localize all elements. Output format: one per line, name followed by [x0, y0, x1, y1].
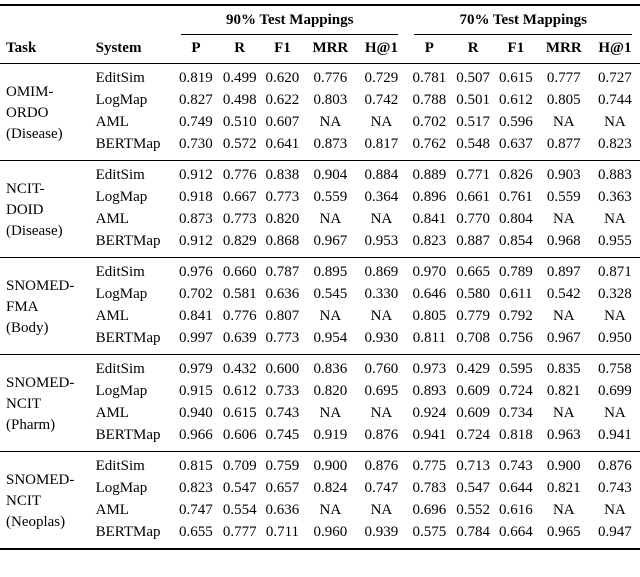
system-name: AML — [95, 114, 129, 130]
metric-value: 0.501 — [456, 92, 491, 108]
metric-value: 0.997 — [179, 330, 213, 346]
metric-value: 0.941 — [412, 427, 447, 443]
metric-value: NA — [604, 405, 626, 421]
metric-value: 0.559 — [546, 189, 581, 205]
metric-value: 0.805 — [412, 308, 447, 324]
metric-value: 0.827 — [179, 92, 213, 108]
header-mrr-90: MRR — [304, 35, 356, 64]
metric-value: 0.724 — [498, 383, 533, 399]
metric-value: 0.760 — [356, 355, 406, 382]
metric-value: 0.724 — [456, 427, 491, 443]
metric-value: 0.636 — [265, 502, 300, 518]
system-name: EditSim — [90, 452, 173, 479]
metric-value: 0.699 — [598, 383, 632, 399]
metric-value: 0.609 — [456, 383, 491, 399]
metric-value: 0.918 — [179, 189, 213, 205]
column-header-row — [0, 35, 640, 64]
metric-value: 0.900 — [538, 452, 590, 479]
task-line: DOID — [6, 202, 44, 218]
metric-value: 0.545 — [313, 286, 348, 302]
metric-value: 0.611 — [499, 286, 533, 302]
header-h1-90: H@1 — [356, 35, 406, 64]
metric-value: 0.777 — [222, 524, 257, 540]
task-line: (Neoplas) — [6, 514, 66, 530]
table-row — [0, 425, 640, 452]
metric-value: 0.829 — [222, 233, 257, 249]
metric-value: 0.877 — [546, 136, 581, 152]
system-name: AML — [95, 405, 129, 421]
table-header — [0, 5, 640, 64]
metric-value: 0.575 — [412, 524, 447, 540]
metric-value: 0.776 — [304, 64, 356, 91]
metric-value: 0.954 — [313, 330, 348, 346]
metric-value: 0.542 — [546, 286, 581, 302]
metric-value: 0.743 — [598, 480, 632, 496]
metric-value: 0.773 — [222, 211, 257, 227]
metric-value: 0.646 — [412, 286, 447, 302]
metric-value: 0.868 — [265, 233, 300, 249]
metric-value: 0.821 — [546, 480, 581, 496]
metric-value: 0.745 — [265, 427, 300, 443]
metric-value: 0.811 — [412, 330, 446, 346]
metric-value: 0.743 — [494, 452, 538, 479]
metric-value: 0.747 — [364, 480, 399, 496]
metric-value: NA — [604, 502, 626, 518]
metric-value: 0.807 — [265, 308, 300, 324]
task-line: (Pharm) — [6, 417, 56, 433]
metric-value: 0.548 — [456, 136, 491, 152]
metric-value: 0.743 — [265, 405, 300, 421]
system-name: LogMap — [95, 92, 148, 108]
system-name: AML — [95, 502, 129, 518]
metric-value: 0.821 — [546, 383, 581, 399]
metric-value: 0.965 — [546, 524, 581, 540]
metric-value: 0.887 — [456, 233, 491, 249]
table-body — [0, 64, 640, 550]
metric-value: 0.970 — [406, 258, 452, 285]
task-label — [0, 64, 90, 161]
metric-value: 0.824 — [313, 480, 348, 496]
metric-value: 0.979 — [173, 355, 219, 382]
metric-value: 0.876 — [590, 452, 640, 479]
metric-value: 0.708 — [456, 330, 491, 346]
metric-value: NA — [319, 114, 342, 130]
metric-value: 0.609 — [456, 405, 491, 421]
empty-header-cell — [90, 5, 173, 35]
table-row — [0, 284, 640, 306]
table-row — [0, 355, 640, 382]
metric-value: 0.771 — [452, 161, 494, 188]
metric-value: 0.580 — [456, 286, 491, 302]
metric-value: NA — [604, 114, 626, 130]
metric-value: 0.838 — [261, 161, 305, 188]
metric-value: NA — [552, 405, 575, 421]
metric-value: 0.667 — [222, 189, 257, 205]
metric-value: 0.636 — [265, 286, 300, 302]
metric-value: 0.559 — [313, 189, 348, 205]
metric-value: 0.777 — [538, 64, 590, 91]
table-row — [0, 306, 640, 328]
metric-value: 0.941 — [598, 427, 632, 443]
metric-value: 0.554 — [222, 502, 257, 518]
header-system: System — [90, 35, 173, 64]
metric-value: 0.884 — [356, 161, 406, 188]
metric-value: 0.729 — [356, 64, 406, 91]
metric-value: 0.819 — [173, 64, 219, 91]
task-line: NCIT- — [6, 181, 45, 197]
metric-value: 0.963 — [546, 427, 581, 443]
table-row — [0, 134, 640, 161]
metric-value: 0.761 — [498, 189, 533, 205]
metric-value: 0.775 — [406, 452, 452, 479]
group-header-70 — [406, 5, 640, 35]
metric-value: 0.836 — [304, 355, 356, 382]
metric-value: 0.615 — [222, 405, 257, 421]
metric-value: 0.620 — [261, 64, 305, 91]
header-h1-70: H@1 — [590, 35, 640, 64]
metric-value: 0.695 — [364, 383, 399, 399]
metric-value: 0.823 — [598, 136, 632, 152]
metric-value: 0.805 — [546, 92, 581, 108]
metric-value: 0.919 — [313, 427, 348, 443]
metric-value: 0.727 — [590, 64, 640, 91]
metric-value: 0.817 — [364, 136, 399, 152]
metric-value: 0.581 — [222, 286, 257, 302]
table-row — [0, 258, 640, 285]
metric-value: 0.432 — [219, 355, 261, 382]
metric-value: 0.734 — [498, 405, 533, 421]
table-row — [0, 64, 640, 91]
metric-value: 0.883 — [590, 161, 640, 188]
header-task: Task — [0, 35, 90, 64]
metric-value: 0.622 — [265, 92, 300, 108]
group-header-row — [0, 5, 640, 35]
metric-value: 0.869 — [356, 258, 406, 285]
metric-value: 0.733 — [265, 383, 300, 399]
metric-value: 0.900 — [304, 452, 356, 479]
table-row — [0, 328, 640, 355]
metric-value: 0.615 — [494, 64, 538, 91]
metric-value: 0.841 — [179, 308, 213, 324]
header-f1-70: F1 — [494, 35, 538, 64]
metric-value: 0.784 — [456, 524, 491, 540]
metric-value: 0.787 — [261, 258, 305, 285]
table-row — [0, 187, 640, 209]
table-row — [0, 381, 640, 403]
metric-value: 0.820 — [265, 211, 300, 227]
metric-value: 0.596 — [498, 114, 533, 130]
table-row — [0, 522, 640, 549]
metric-value: 0.960 — [313, 524, 348, 540]
header-r-70: R — [452, 35, 494, 64]
metric-value: 0.912 — [173, 161, 219, 188]
task-line: NCIT — [6, 396, 41, 412]
metric-value: 0.702 — [412, 114, 447, 130]
table-row — [0, 161, 640, 188]
metric-value: 0.896 — [412, 189, 447, 205]
metric-value: 0.904 — [304, 161, 356, 188]
metric-value: 0.696 — [412, 502, 447, 518]
table-row — [0, 231, 640, 258]
metric-value: 0.930 — [364, 330, 399, 346]
system-name: EditSim — [90, 161, 173, 188]
task-line: (Body) — [6, 320, 49, 336]
header-p-90: P — [173, 35, 219, 64]
task-line: (Disease) — [6, 126, 63, 142]
system-name: BERTMap — [95, 136, 161, 152]
metric-value: 0.876 — [364, 427, 399, 443]
metric-value: 0.507 — [452, 64, 494, 91]
metric-value: 0.364 — [364, 189, 399, 205]
metric-value: 0.873 — [313, 136, 348, 152]
metric-value: 0.660 — [219, 258, 261, 285]
metric-value: 0.773 — [265, 330, 300, 346]
metric-value: 0.820 — [313, 383, 348, 399]
metric-value: NA — [319, 308, 342, 324]
metric-value: 0.655 — [179, 524, 213, 540]
metric-value: 0.973 — [406, 355, 452, 382]
metric-value: 0.644 — [498, 480, 533, 496]
metric-value: 0.854 — [498, 233, 533, 249]
task-line: SNOMED- — [6, 278, 75, 294]
task-line: NCIT — [6, 493, 41, 509]
metric-value: 0.940 — [179, 405, 213, 421]
metric-value: 0.841 — [412, 211, 447, 227]
metric-value: 0.803 — [313, 92, 348, 108]
task-line: SNOMED- — [6, 472, 75, 488]
header-mrr-70: MRR — [538, 35, 590, 64]
system-name: BERTMap — [95, 233, 161, 249]
metric-value: 0.657 — [265, 480, 300, 496]
metric-value: 0.967 — [546, 330, 581, 346]
metric-value: 0.547 — [222, 480, 257, 496]
metric-value: 0.616 — [498, 502, 533, 518]
metric-value: 0.788 — [412, 92, 447, 108]
metric-value: NA — [552, 308, 575, 324]
metric-value: 0.665 — [452, 258, 494, 285]
metric-value: 0.912 — [179, 233, 213, 249]
metric-value: 0.713 — [452, 452, 494, 479]
empty-header-cell — [0, 5, 90, 35]
metric-value: NA — [319, 211, 342, 227]
metric-value: 0.835 — [538, 355, 590, 382]
metric-value: 0.876 — [356, 452, 406, 479]
metric-value: NA — [370, 211, 393, 227]
metric-value: 0.967 — [313, 233, 348, 249]
metric-value: 0.363 — [598, 189, 632, 205]
metric-value: NA — [370, 502, 393, 518]
metric-value: 0.612 — [498, 92, 533, 108]
metric-value: 0.510 — [222, 114, 257, 130]
metric-value: NA — [604, 211, 626, 227]
metric-value: 0.953 — [364, 233, 399, 249]
task-line: OMIM- — [6, 84, 54, 100]
metric-value: 0.792 — [498, 308, 533, 324]
metric-value: 0.641 — [265, 136, 300, 152]
metric-value: 0.889 — [406, 161, 452, 188]
header-f1-90: F1 — [261, 35, 305, 64]
metric-value: 0.773 — [265, 189, 300, 205]
metric-value: 0.637 — [498, 136, 533, 152]
metric-value: 0.823 — [412, 233, 447, 249]
metric-value: 0.499 — [219, 64, 261, 91]
metric-value: 0.955 — [598, 233, 632, 249]
metric-value: 0.612 — [222, 383, 257, 399]
metric-value: 0.789 — [494, 258, 538, 285]
metric-value: 0.429 — [452, 355, 494, 382]
metric-value: 0.818 — [498, 427, 533, 443]
metric-value: 0.749 — [179, 114, 213, 130]
metric-value: 0.661 — [456, 189, 491, 205]
metric-value: 0.742 — [364, 92, 399, 108]
group-header-90-label: 90% Test Mappings — [181, 11, 398, 35]
table-row — [0, 209, 640, 231]
metric-value: 0.762 — [412, 136, 447, 152]
system-name: BERTMap — [95, 524, 161, 540]
metric-value: 0.915 — [179, 383, 213, 399]
metric-value: 0.776 — [219, 161, 261, 188]
metric-value: 0.893 — [412, 383, 447, 399]
system-name: BERTMap — [95, 427, 161, 443]
metric-value: NA — [552, 114, 575, 130]
task-label — [0, 355, 90, 452]
table-row — [0, 112, 640, 134]
metric-value: NA — [552, 502, 575, 518]
system-name: AML — [95, 211, 129, 227]
table-row — [0, 90, 640, 112]
metric-value: 0.498 — [222, 92, 257, 108]
metric-value: 0.776 — [222, 308, 257, 324]
metric-value: 0.895 — [304, 258, 356, 285]
metric-value: 0.328 — [598, 286, 632, 302]
task-label — [0, 258, 90, 355]
metric-value: NA — [604, 308, 626, 324]
metric-value: 0.600 — [261, 355, 305, 382]
metric-value: NA — [370, 405, 393, 421]
metric-value: NA — [552, 211, 575, 227]
task-label — [0, 452, 90, 550]
metric-value: 0.547 — [456, 480, 491, 496]
system-name: EditSim — [90, 64, 173, 91]
metric-value: 0.709 — [219, 452, 261, 479]
system-name: LogMap — [95, 286, 148, 302]
metric-value: 0.606 — [222, 427, 257, 443]
metric-value: 0.871 — [590, 258, 640, 285]
metric-value: 0.758 — [590, 355, 640, 382]
metric-value: 0.639 — [222, 330, 257, 346]
results-table — [0, 4, 640, 550]
metric-value: 0.770 — [456, 211, 491, 227]
metric-value: 0.759 — [261, 452, 305, 479]
task-line: (Disease) — [6, 223, 63, 239]
table-row — [0, 500, 640, 522]
task-line: FMA — [6, 299, 39, 315]
task-label — [0, 161, 90, 258]
metric-value: 0.924 — [412, 405, 447, 421]
metric-value: 0.664 — [498, 524, 533, 540]
metric-value: 0.966 — [179, 427, 213, 443]
metric-value: 0.572 — [222, 136, 257, 152]
metric-value: 0.804 — [498, 211, 533, 227]
metric-value: NA — [319, 502, 342, 518]
metric-value: 0.873 — [179, 211, 213, 227]
metric-value: 0.730 — [179, 136, 213, 152]
system-name: AML — [95, 308, 129, 324]
system-name: EditSim — [90, 355, 173, 382]
metric-value: 0.779 — [456, 308, 491, 324]
metric-value: 0.903 — [538, 161, 590, 188]
metric-value: NA — [319, 405, 342, 421]
task-line: SNOMED- — [6, 375, 75, 391]
table-row — [0, 478, 640, 500]
metric-value: 0.826 — [494, 161, 538, 188]
system-name: EditSim — [90, 258, 173, 285]
metric-value: 0.947 — [598, 524, 632, 540]
metric-value: NA — [370, 114, 393, 130]
header-r-90: R — [219, 35, 261, 64]
metric-value: 0.976 — [173, 258, 219, 285]
system-name: LogMap — [95, 383, 148, 399]
metric-value: 0.747 — [179, 502, 213, 518]
task-line: ORDO — [6, 105, 49, 121]
system-name: LogMap — [95, 189, 148, 205]
metric-value: 0.939 — [364, 524, 399, 540]
metric-value: 0.552 — [456, 502, 491, 518]
metric-value: 0.330 — [364, 286, 399, 302]
metric-value: 0.702 — [179, 286, 213, 302]
metric-value: 0.968 — [546, 233, 581, 249]
metric-value: 0.815 — [173, 452, 219, 479]
group-header-70-label: 70% Test Mappings — [414, 11, 632, 35]
header-p-70: P — [406, 35, 452, 64]
table-row — [0, 403, 640, 425]
metric-value: NA — [370, 308, 393, 324]
metric-value: 0.950 — [598, 330, 632, 346]
metric-value: 0.783 — [412, 480, 447, 496]
metric-value: 0.823 — [179, 480, 213, 496]
metric-value: 0.781 — [406, 64, 452, 91]
metric-value: 0.595 — [494, 355, 538, 382]
metric-value: 0.897 — [538, 258, 590, 285]
group-header-90 — [173, 5, 406, 35]
metric-value: 0.744 — [598, 92, 632, 108]
metric-value: 0.711 — [265, 524, 300, 540]
metric-value: 0.517 — [456, 114, 491, 130]
system-name: LogMap — [95, 480, 148, 496]
metric-value: 0.607 — [265, 114, 300, 130]
metric-value: 0.756 — [498, 330, 533, 346]
system-name: BERTMap — [95, 330, 161, 346]
table-row — [0, 452, 640, 479]
